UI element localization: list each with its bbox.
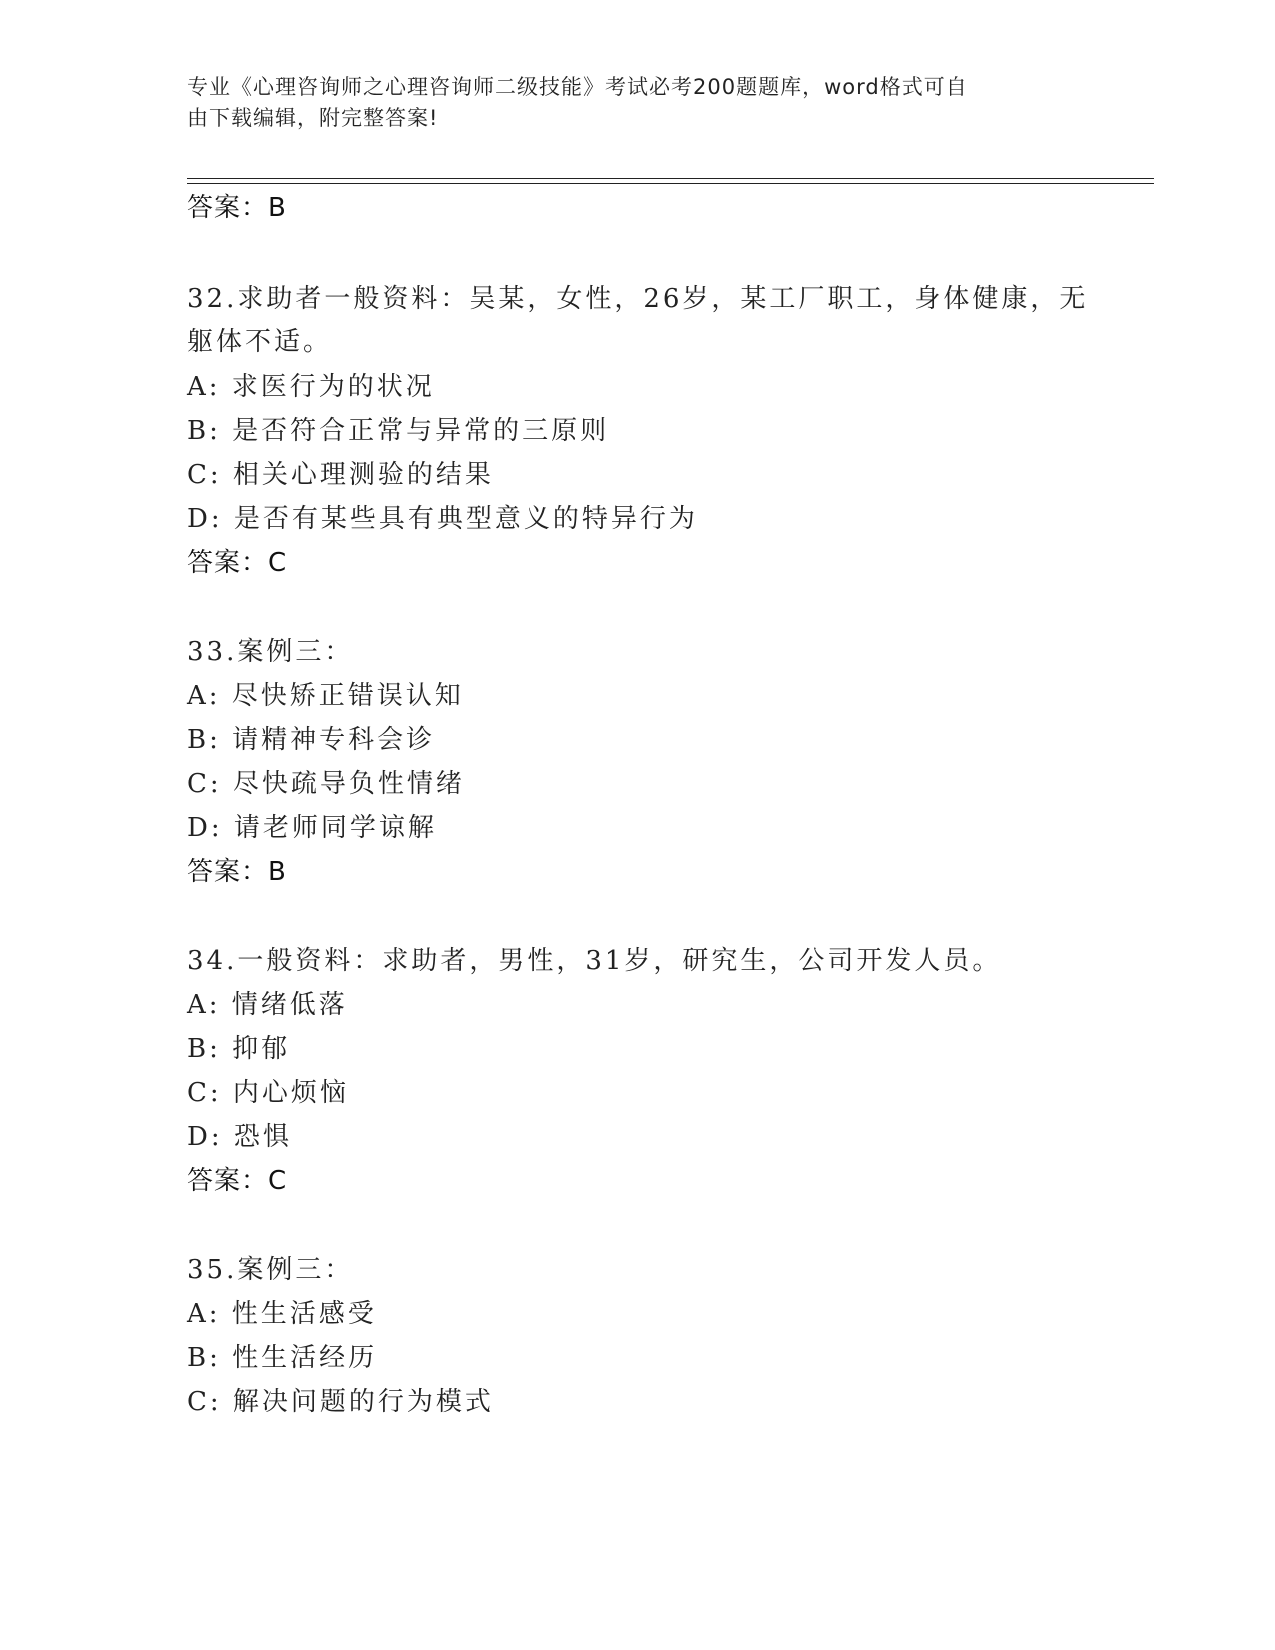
header-rule-bottom	[187, 183, 1154, 184]
header-rule-top	[187, 178, 1154, 179]
question-32-option-a: A: 求医行为的状况	[187, 372, 435, 402]
question-34-option-c: C: 内心烦恼	[187, 1078, 349, 1108]
question-32-option-c: C: 相关心理测验的结果	[187, 460, 494, 490]
question-32-stem-line-1: 32.求助者一般资料：吴某，女性，26岁，某工厂职工，身体健康，无	[187, 284, 1089, 314]
question-33-option-d: D: 请老师同学谅解	[187, 813, 437, 843]
question-35-option-b: B: 性生活经历	[187, 1343, 378, 1373]
answer-line: 答案：B	[187, 193, 287, 223]
question-34-answer: 答案：C	[187, 1166, 288, 1196]
question-33-answer: 答案：B	[187, 857, 287, 887]
question-32-stem-line-2: 躯体不适。	[187, 327, 333, 357]
question-32-option-b: B: 是否符合正常与异常的三原则	[187, 416, 610, 446]
question-32-option-d: D: 是否有某些具有典型意义的特异行为	[187, 504, 698, 534]
question-32-answer: 答案：C	[187, 548, 288, 578]
header-line-1: 专业《心理咨询师之心理咨询师二级技能》考试必考200题题库，word格式可自	[187, 75, 968, 99]
question-33-stem: 33.案例三：	[187, 637, 354, 667]
header-line-2: 由下载编辑，附完整答案!	[187, 106, 439, 130]
question-35-option-a: A: 性生活感受	[187, 1299, 377, 1329]
question-34-stem: 34.一般资料：求助者，男性，31岁，研究生，公司开发人员。	[187, 946, 1002, 976]
question-34-option-d: D: 恐惧	[187, 1122, 292, 1152]
question-34-option-a: A: 情绪低落	[187, 990, 348, 1020]
question-33-option-b: B: 请精神专科会诊	[187, 725, 436, 755]
question-33-option-c: C: 尽快疏导负性情绪	[187, 769, 465, 799]
document-header	[187, 72, 1087, 134]
question-35-stem: 35.案例三：	[187, 1255, 354, 1285]
question-35-option-c: C: 解决问题的行为模式	[187, 1387, 494, 1417]
question-34-option-b: B: 抑郁	[187, 1034, 291, 1064]
question-33-option-a: A: 尽快矫正错误认知	[187, 681, 464, 711]
